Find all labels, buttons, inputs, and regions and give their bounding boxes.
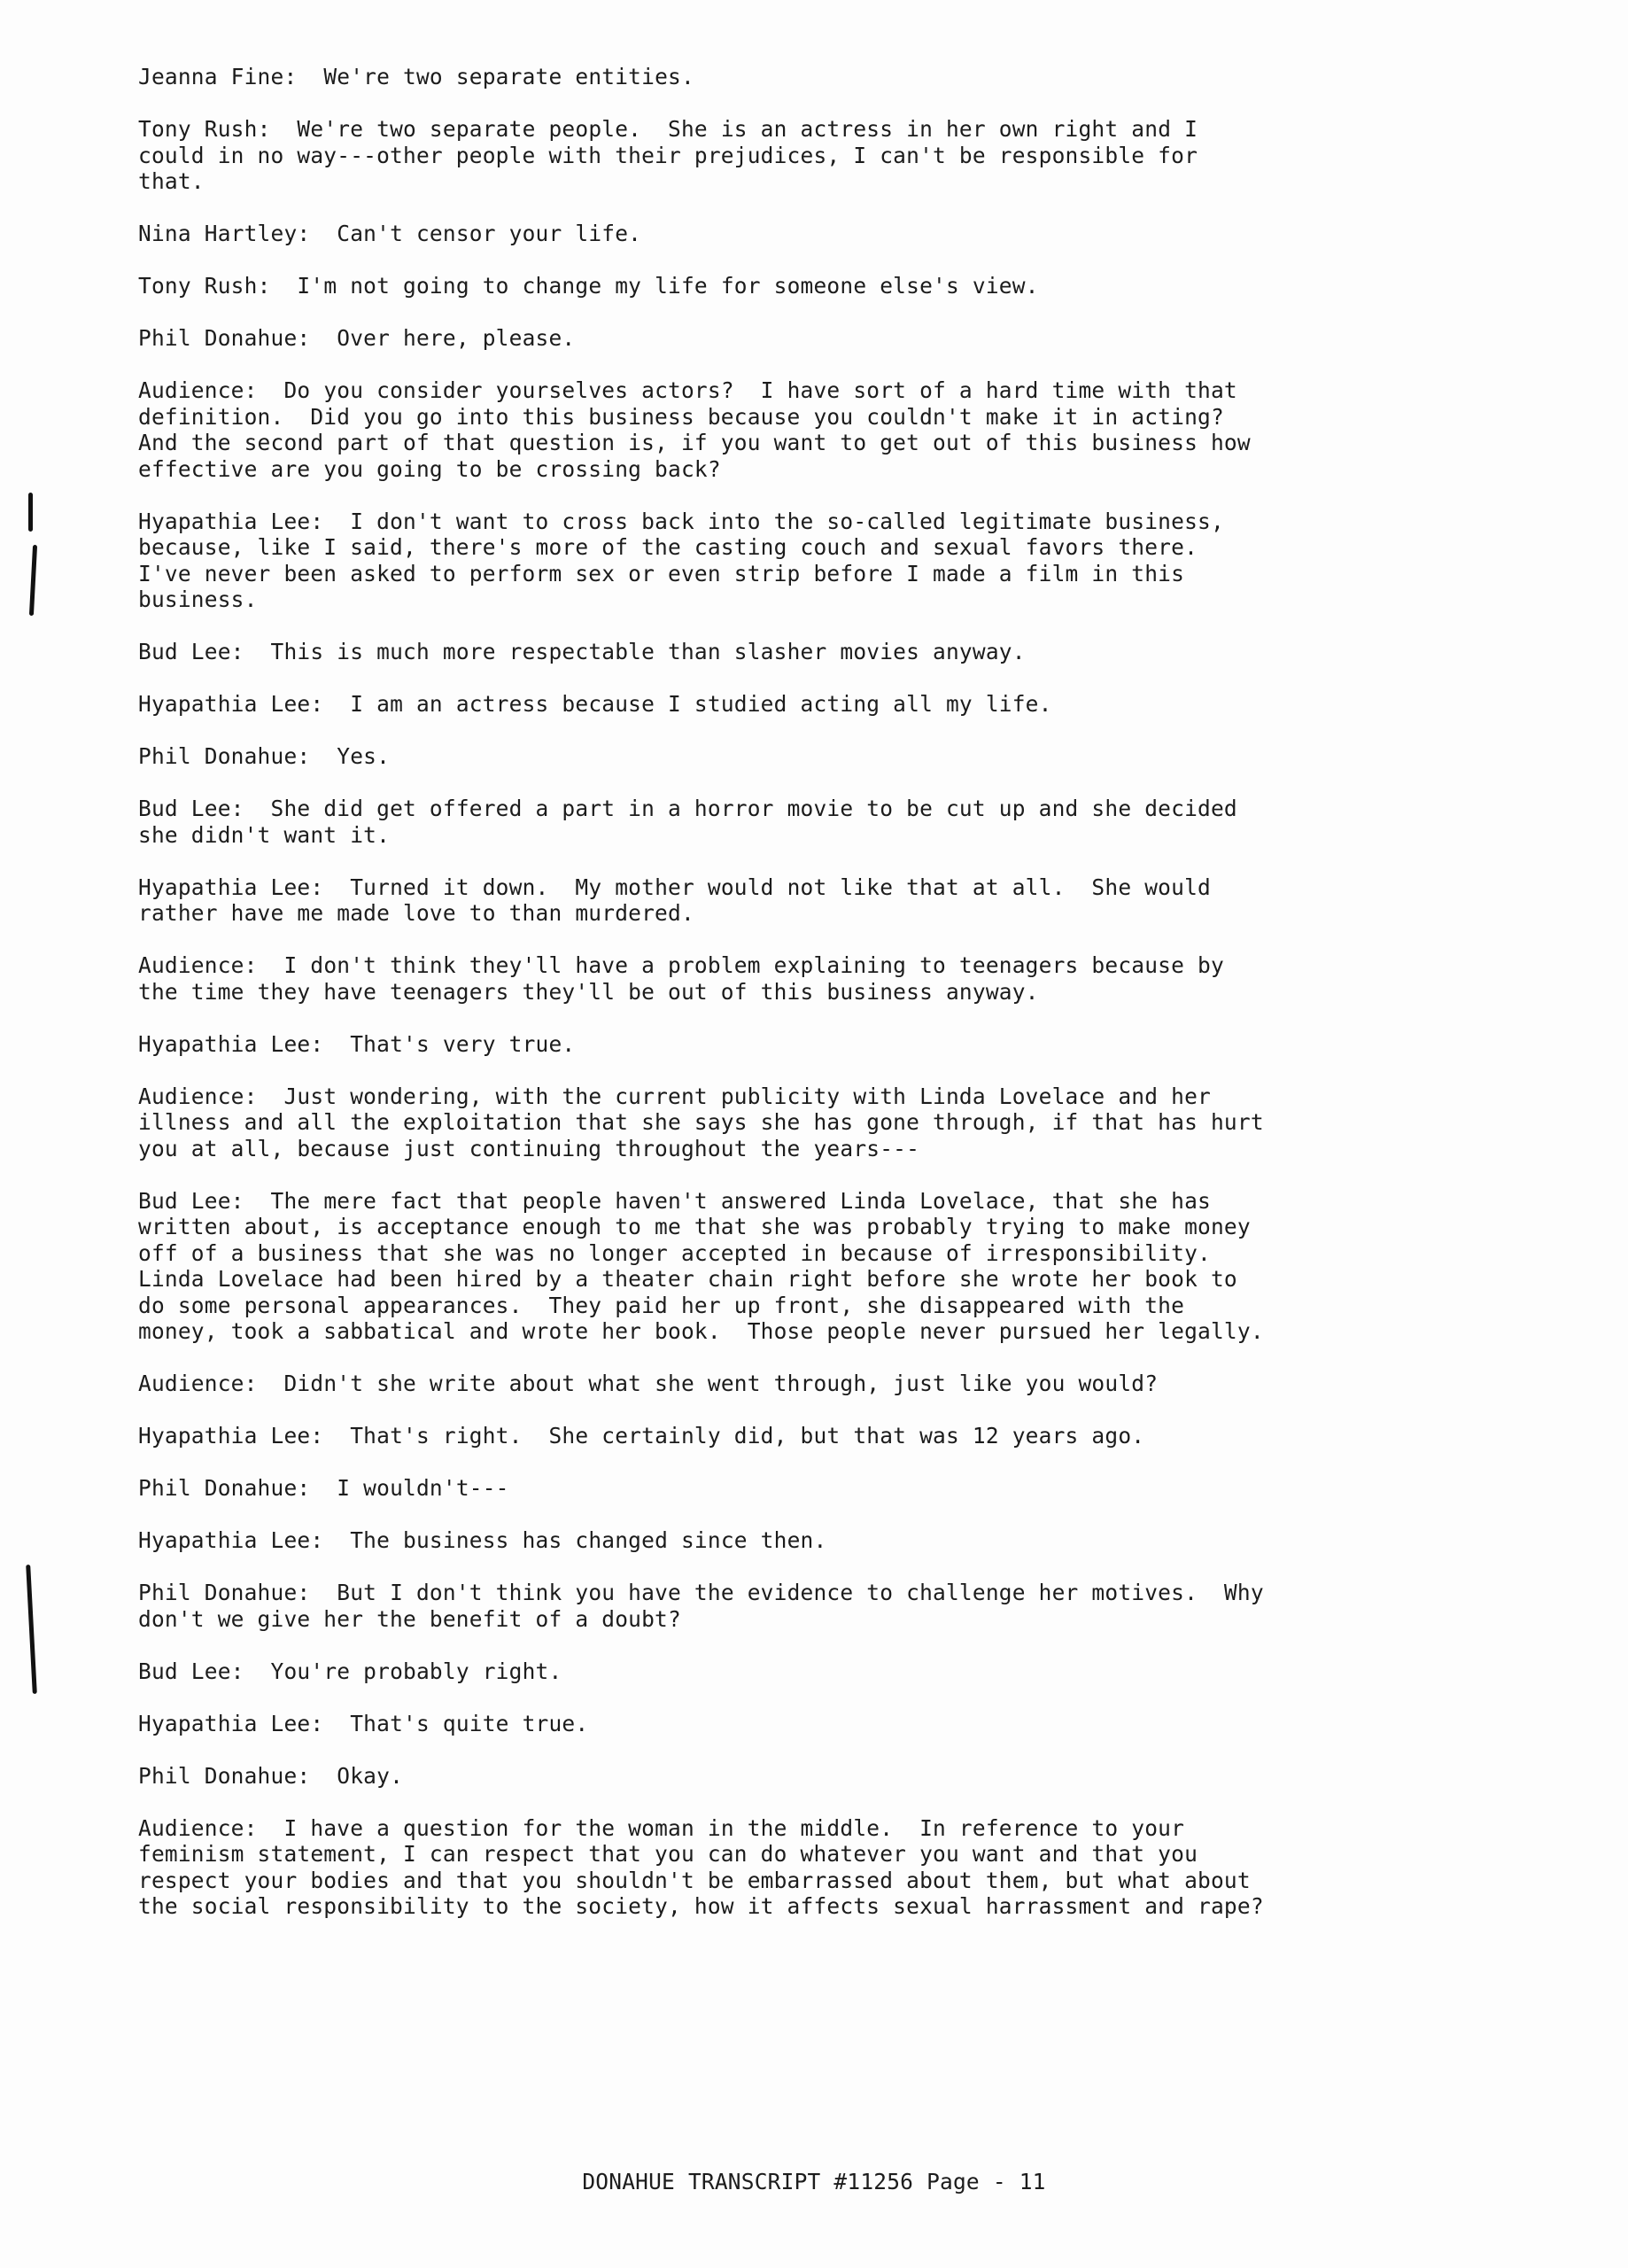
speaker-name: Hyapathia Lee : [138,1031,350,1057]
speaker-name: Phil Donahue : [138,325,337,351]
transcript-entry [138,874,1520,927]
speaker-name: Hyapathia Lee : [138,874,350,900]
utterance-text: Turned it down. My mother would not like that at all. She would rather have me made love to than murdered. [138,874,1211,926]
transcript-body [138,64,1520,1946]
utterance-text: Do you consider yourselves actors? I have sort of a hard time with that definition. Did you go into this business because you couldn't make it in acting? And the second part of that question is, if you want to get out of this business how effective are you going to be crossing back? [138,377,1251,482]
transcript-entry [138,1527,1520,1554]
speaker-name: Phil Donahue : [138,1580,337,1605]
margin-mark [26,1565,37,1694]
utterance-text: Yes. [337,743,391,769]
transcript-entry [138,1763,1520,1790]
utterance-text: I have a question for the woman in the middle. In reference to your feminism statement, I can respect that you can do whatever you want and that you respect your bodies and that you shouldn't be embarrassed about them, but what about the social responsibility to the society, how it affects sexual harrassment and rape? [138,1814,1264,1919]
transcript-entry [138,1815,1520,1920]
speaker-name: Nina Hartley : [138,221,337,246]
speaker-name: Jeanna Fine : [138,64,323,89]
utterance-text: You're probably right. [270,1658,562,1684]
utterance-text: I don't want to cross back into the so-called legitimate business, because, like I said, there's more of the casting couch and sexual favors there. I've never been asked to perform sex or even strip before I made a film in this business. [138,508,1224,612]
utterance-text: Just wondering, with the current publicity with Linda Lovelace and her illness and all the exploitation that she says she has gone through, if that has hurt you at all, because just continuing throughout the years--- [138,1083,1264,1161]
utterance-text: I am an actress because I studied acting all my life. [350,691,1052,717]
speaker-name: Bud Lee : [138,1658,271,1684]
transcript-entry [138,1084,1520,1162]
utterance-text: We're two separate people. She is an actress in her own right and I could in no way---other people with their prejudices, I can't be responsible for that. [138,116,1198,194]
speaker-name: Phil Donahue : [138,1763,337,1789]
transcript-entry [138,64,1520,90]
speaker-name: Hyapathia Lee : [138,509,350,534]
speaker-name: Hyapathia Lee : [138,691,350,717]
utterance-text: She did get offered a part in a horror movie to be cut up and she decided she didn't want it. [138,796,1237,848]
speaker-name: Bud Lee : [138,639,271,664]
transcript-entry [138,221,1520,247]
speaker-name: Bud Lee : [138,1188,271,1214]
transcript-entry [138,325,1520,352]
transcript-entry [138,273,1520,299]
transcript-entry [138,1475,1520,1502]
utterance-text: Can't censor your life. [337,221,642,246]
transcript-entry [138,116,1520,195]
utterance-text: That's quite true. [350,1710,589,1736]
transcript-entry [138,377,1520,482]
utterance-text: That's very true. [350,1030,576,1057]
speaker-name: Phil Donahue : [138,743,337,769]
utterance-text: Didn't she write about what she went through, just like you would? [283,1371,1159,1396]
margin-mark [29,545,37,616]
utterance-text: But I don't think you have the evidence to challenge her motives. Why don't we give her the benefit of a doubt? [138,1580,1264,1632]
speaker-name: Audience : [138,377,283,403]
transcript-entry [138,796,1520,848]
utterance-text: The business has changed since then. [350,1527,827,1553]
speaker-name: Hyapathia Lee : [138,1527,350,1553]
transcript-entry [138,691,1520,718]
speaker-name: Audience : [138,1815,283,1841]
speaker-name: Phil Donahue : [138,1475,337,1501]
speaker-name: Hyapathia Lee : [138,1423,350,1449]
speaker-name: Hyapathia Lee : [138,1711,350,1736]
transcript-entry [138,1658,1520,1685]
transcript-entry [138,743,1520,770]
utterance-text: Over here, please. [337,325,576,351]
utterance-text: Okay. [337,1762,404,1789]
transcript-entry [138,1423,1520,1449]
utterance-text: We're two separate entities. [323,64,694,89]
speaker-name: Audience : [138,952,283,978]
speaker-name: Audience : [138,1371,283,1396]
utterance-text: I wouldn't--- [337,1475,509,1501]
utterance-text: I don't think they'll have a problem explaining to teenagers because by the time they have teenagers they'll be out of this business anyway. [138,952,1224,1005]
utterance-text: That's right. She certainly did, but that was 12 years ago. [350,1423,1145,1449]
utterance-text: I'm not going to change my life for someone else's view. [297,273,1039,299]
transcript-entry [138,952,1520,1005]
speaker-name: Audience : [138,1084,283,1109]
utterance-text: The mere fact that people haven't answered Linda Lovelace, that she has written about, is acceptance enough to me that she was probably trying to make money off of a business that she was no longer accepted in because of irresponsibility. Linda Lovelace had been hired by a theater chain right before she wrote her book to do some personal appearances. They paid her up front, she disappeared with the money, took a sabbatical and wrote her book. Those people never pursued her legally. [138,1187,1264,1344]
transcript-entry [138,509,1520,613]
utterance-text: This is much more respectable than slasher movies anyway. [270,639,1026,664]
transcript-entry [138,1371,1520,1397]
speaker-name: Tony Rush : [138,116,297,142]
transcript-entry [138,1711,1520,1737]
margin-mark [28,493,33,532]
speaker-name: Bud Lee : [138,796,271,821]
transcript-entry [138,1580,1520,1632]
speaker-name: Tony Rush : [138,273,297,299]
page-footer: DONAHUE TRANSCRIPT #11256 Page - 11 [582,2169,1046,2194]
transcript-entry [138,1188,1520,1345]
transcript-entry [138,1031,1520,1058]
transcript-entry [138,639,1520,665]
